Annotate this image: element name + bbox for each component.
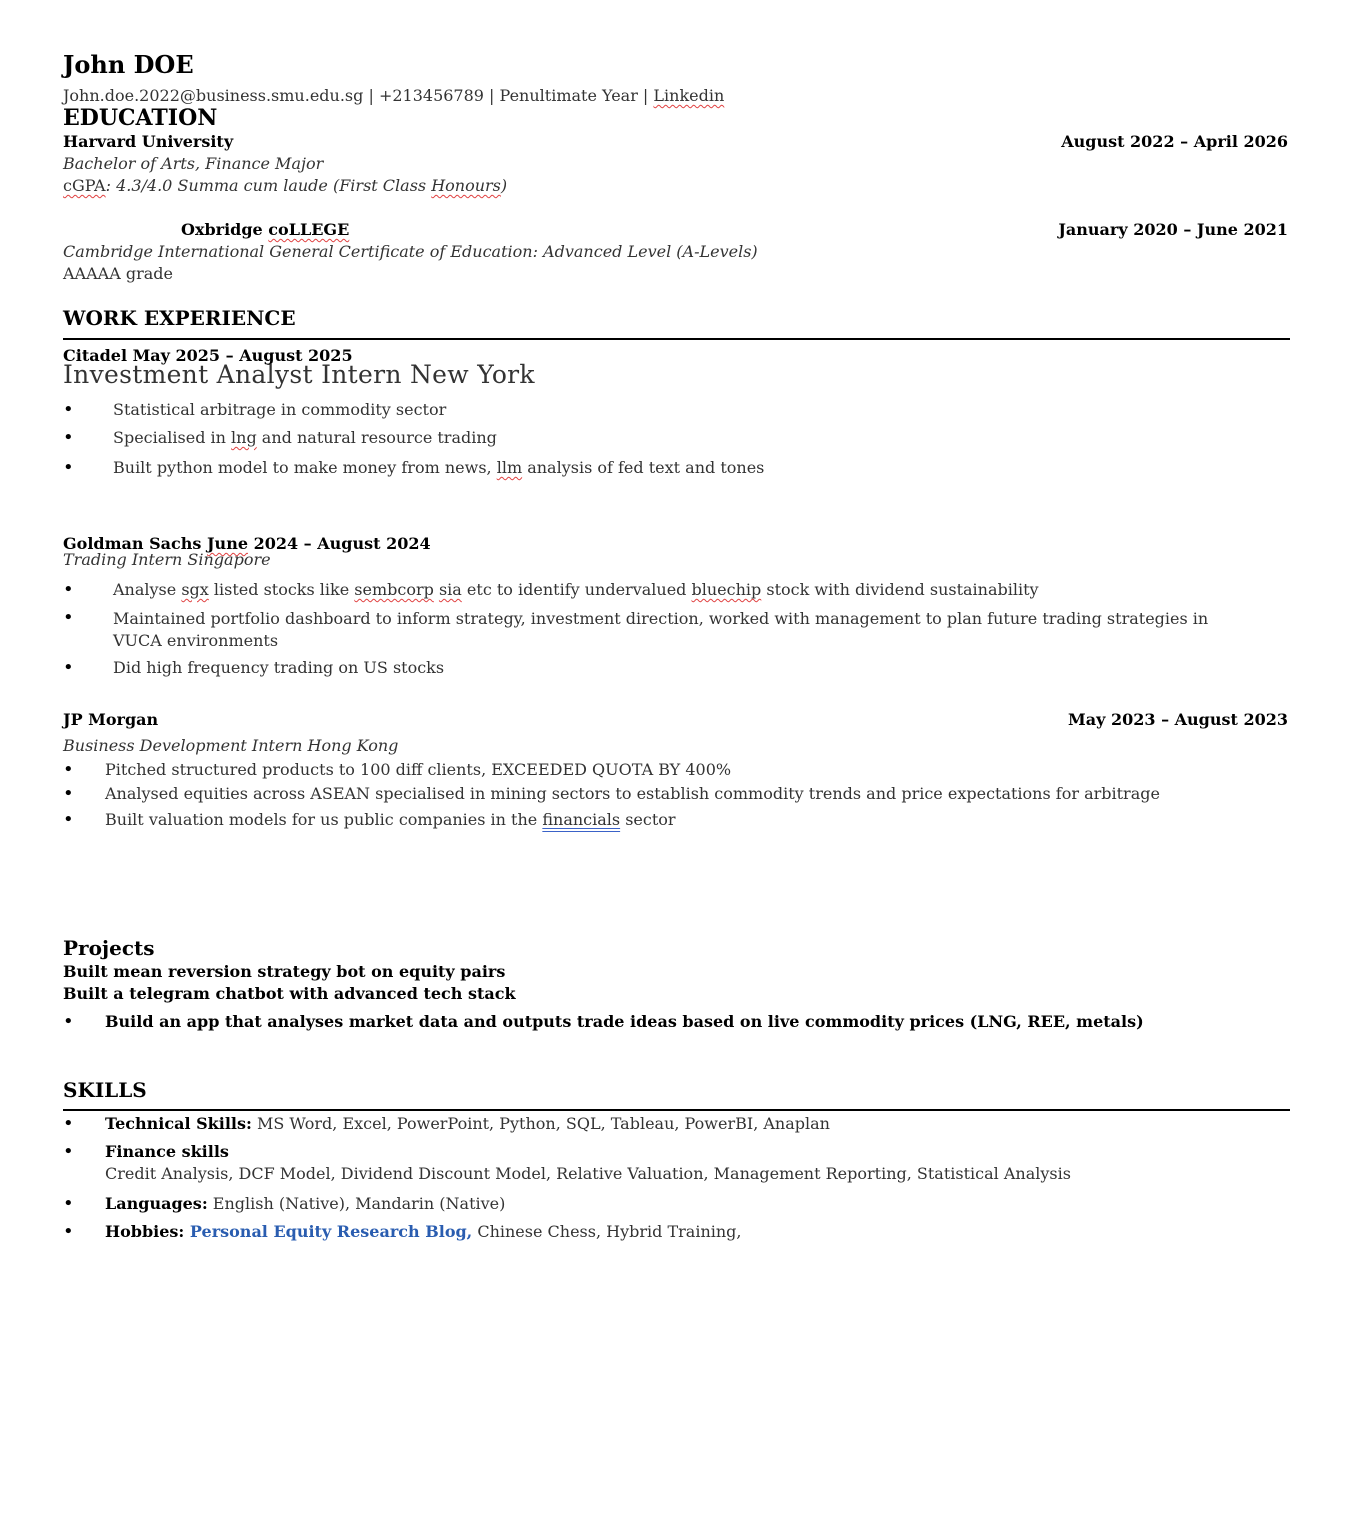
contact-phone: +213456789 (378, 86, 484, 105)
goldman-bullet-3: Did high frequency trading on US stocks (113, 658, 445, 677)
skills-technical: Technical Skills: MS Word, Excel, PowerPoint, Python, SQL, Tableau, PowerBI, Anaplan (105, 1114, 830, 1133)
goldman-bullet-1: Analyse sgx listed stocks like sembcorp sia etc to identify undervalued bluechip stock with dividend sustainability (113, 580, 1039, 599)
oxbridge-school: Oxbridge coLLEGE (181, 220, 350, 239)
jpm-bullet-1: Pitched structured products to 100 diff clients, EXCEEDED QUOTA BY 400% (105, 760, 732, 779)
resume-name: John DOE (63, 50, 194, 79)
jpm-bullet-3: Built valuation models for us public companies in the financials sector (105, 810, 676, 829)
project-3: Build an app that analyses market data and outputs trade ideas based on live commodity prices (LNG, REE, metals) (105, 1012, 1144, 1031)
bullet-icon: • (63, 1113, 74, 1134)
bullet-icon: • (63, 399, 74, 420)
bullet-icon: • (63, 607, 74, 628)
jpm-bullet-2: Analysed equities across ASEAN specialised in mining sectors to establish commodity trends and price expectations for arbitrage (105, 784, 1160, 803)
harvard-dates: August 2022 – April 2026 (1061, 132, 1288, 151)
harvard-gpa: cGPA: 4.3/4.0 Summa cum laude (First Class Honours) (63, 176, 508, 195)
skills-finance-value: Credit Analysis, DCF Model, Dividend Discount Model, Relative Valuation, Management Reporting, Statistical Analysis (105, 1164, 1071, 1183)
citadel-bullet-1: Statistical arbitrage in commodity sector (113, 400, 447, 419)
linkedin-link[interactable]: Linkedin (653, 86, 725, 105)
project-1: Built mean reversion strategy bot on equity pairs (63, 962, 506, 981)
contact-email[interactable]: John.doe.2022@business.smu.edu.sg (63, 86, 364, 105)
bullet-icon: • (63, 1011, 74, 1032)
bullet-icon: • (63, 1193, 74, 1214)
contact-line: John.doe.2022@business.smu.edu.sg | +213456789 | Penultimate Year | Linkedin (63, 86, 725, 105)
contact-year: Penultimate Year (499, 86, 638, 105)
bullet-icon: • (63, 809, 74, 830)
skills-finance-label: Finance skills (105, 1142, 229, 1161)
oxbridge-degree: Cambridge International General Certificate of Education: Advanced Level (A-Levels) (63, 242, 758, 261)
oxbridge-dates: January 2020 – June 2021 (1058, 220, 1288, 239)
goldman-bullet-2: Maintained portfolio dashboard to inform strategy, investment direction, worked with management to plan future trading strategies in VUCA environments (113, 609, 1209, 650)
blog-link[interactable]: Personal Equity Research Blog, (184, 1222, 473, 1241)
citadel-bullet-2: Specialised in lng and natural resource trading (113, 428, 497, 447)
skills-languages: Languages: English (Native), Mandarin (Native) (105, 1194, 506, 1213)
bullet-icon: • (63, 657, 74, 678)
jpm-role: Business Development Intern Hong Kong (63, 736, 399, 755)
citadel-role: Investment Analyst Intern New York (63, 360, 535, 389)
skills-heading: SKILLS (63, 1078, 147, 1102)
citadel-title: Citadel May 2025 – August 2025 (63, 346, 353, 365)
jpm-title: JP Morgan (63, 710, 159, 729)
oxbridge-grade: AAAAA grade (63, 264, 173, 283)
bullet-icon: • (63, 759, 74, 780)
citadel-bullet-3: Built python model to make money from news, llm analysis of fed text and tones (113, 458, 765, 477)
education-heading: EDUCATION (63, 105, 218, 131)
bullet-icon: • (63, 1221, 74, 1242)
projects-heading: Projects (63, 936, 155, 960)
bullet-icon: • (63, 579, 74, 600)
skills-divider (63, 1109, 1290, 1111)
bullet-icon: • (63, 783, 74, 804)
goldman-title: Goldman Sachs June 2024 – August 2024 (63, 534, 431, 553)
harvard-school: Harvard University (63, 132, 234, 151)
work-divider (63, 338, 1290, 340)
bullet-icon: • (63, 427, 74, 448)
bullet-icon: • (63, 457, 74, 478)
bullet-icon: • (63, 1141, 74, 1162)
harvard-degree: Bachelor of Arts, Finance Major (63, 154, 324, 173)
goldman-role: Trading Intern Singapore (63, 550, 271, 569)
work-heading: WORK EXPERIENCE (63, 306, 296, 330)
jpm-dates: May 2023 – August 2023 (1068, 710, 1288, 729)
project-2: Built a telegram chatbot with advanced tech stack (63, 984, 516, 1003)
skills-hobbies: Hobbies: Personal Equity Research Blog, Chinese Chess, Hybrid Training, (105, 1222, 742, 1241)
